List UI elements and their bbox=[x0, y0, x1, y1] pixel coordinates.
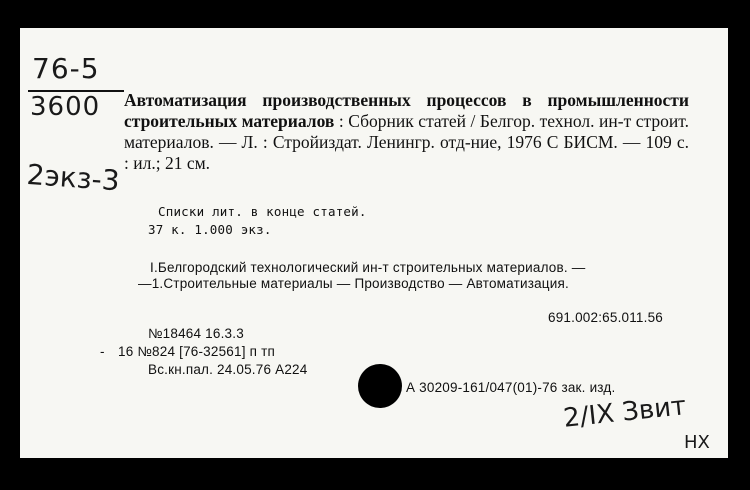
tracing-line-1: I.Белгородский технологический ин-т строительных материалов. — bbox=[150, 260, 586, 275]
udc-classification: 691.002:65.011.56 bbox=[548, 310, 664, 325]
handwritten-call-number-top: 76-5 bbox=[32, 52, 100, 85]
bibliography-note: Списки лит. в конце статей. bbox=[158, 204, 367, 219]
registration-dash: - bbox=[100, 344, 105, 359]
registration-line-3: Вс.кн.пал. 24.05.76 А224 bbox=[148, 362, 308, 377]
punch-hole bbox=[358, 364, 402, 408]
bibliographic-description bbox=[124, 90, 689, 174]
handwritten-inventory-number: 3600 bbox=[30, 92, 101, 122]
handwritten-copies-note: 2экз-3 bbox=[25, 158, 121, 198]
publisher-price-line: А 30209-161/047(01)-76 зак. изд. bbox=[406, 380, 616, 395]
registration-line-1: №18464 16.3.3 bbox=[148, 326, 244, 341]
handwritten-initials: НХ bbox=[684, 432, 710, 453]
price-run-note: 37 к. 1.000 экз. bbox=[148, 222, 272, 237]
title-rest: : Сборник статей / Белгор. технол. ин-т строит. материалов. — Л. : Стройиздат. Ленингр. отд-ние, 1976 С БИСМ. — 109 с. : ил.; 21 см. bbox=[124, 111, 689, 173]
registration-line-2: 16 №824 [76-32561] п тп bbox=[118, 344, 275, 359]
catalog-card bbox=[20, 28, 728, 458]
tracing-line-2: —1.Строительные материалы — Производство — Автоматизация. bbox=[138, 276, 569, 291]
title-bold: Автоматизация производственных процессов в промышленности строительных материалов bbox=[124, 90, 689, 131]
handwritten-bottom-note: 2/IX Звит bbox=[562, 391, 688, 434]
